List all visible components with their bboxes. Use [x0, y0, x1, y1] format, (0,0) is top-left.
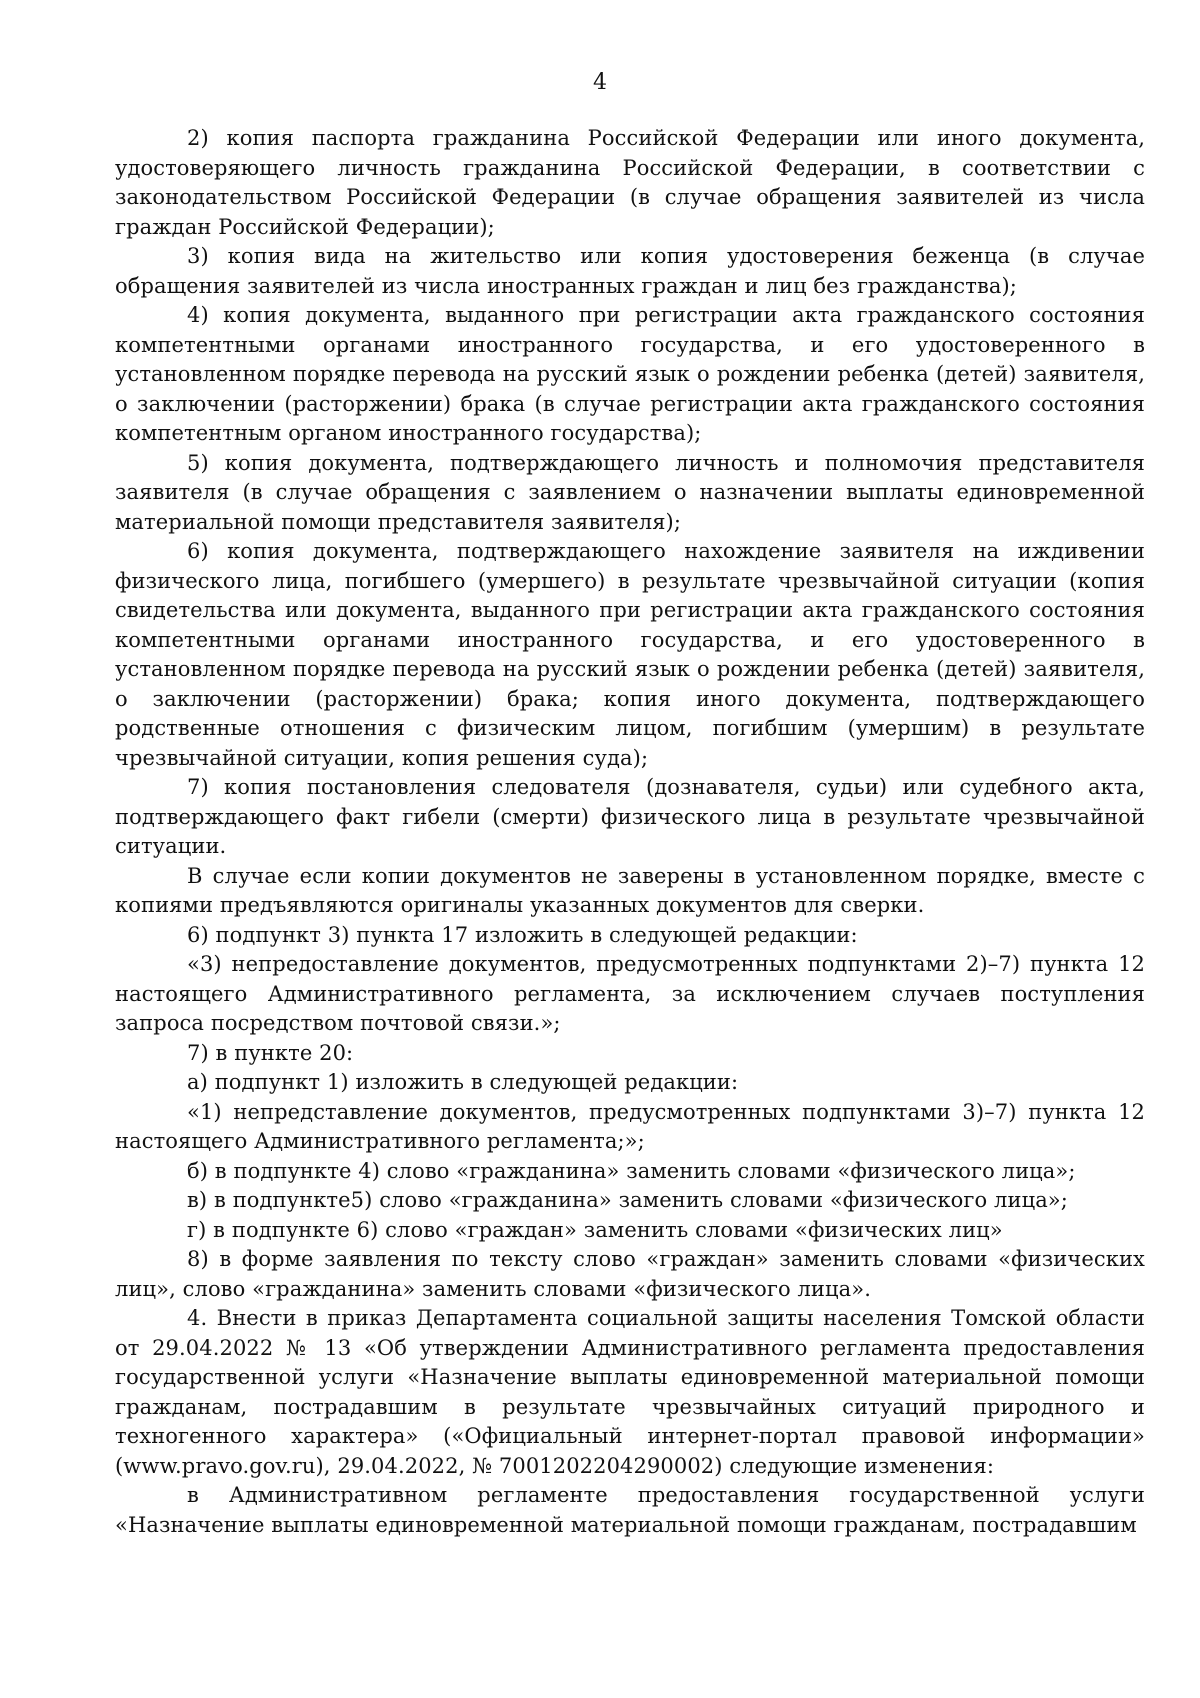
- paragraph: 8) в форме заявления по тексту слово «граждан» заменить словами «физических лиц», слово «гражданина» заменить словами «физического лица».: [115, 1247, 1145, 1301]
- paragraph: «1) непредставление документов, предусмотренных подпунктами 3)–7) пункта 12 настоящего Административного регламента;»;: [115, 1099, 1145, 1153]
- document-body: [115, 124, 1145, 1540]
- paragraph: 3) копия вида на жительство или копия удостоверения беженца (в случае обращения заявителей из числа иностранных граждан и лиц без гражданства);: [115, 244, 1145, 298]
- paragraph: 2) копия паспорта гражданина Российской Федерации или иного документа, удостоверяющего личность гражданина Российской Федерации, в соответствии с законодательством Российской Федерации (в случае обращения заявителей из числа граждан Российской Федерации);: [115, 126, 1145, 239]
- paragraph: 6) копия документа, подтверждающего нахождение заявителя на иждивении физического лица, погибшего (умершего) в результате чрезвычайной ситуации (копия свидетельства или документа, выданного при регистрации акта гражданского состояния компетентными органами иностранного государства, и его удостоверенного в установленном порядке перевода на русский язык о рождении ребенка (детей) заявителя, о заключении (расторжении) брака; копия иного документа, подтверждающего родственные отношения с физическим лицом, погибшим (умершим) в результате чрезвычайной ситуации, копия решения суда);: [115, 539, 1145, 770]
- paragraph: б) в подпункте 4) слово «гражданина» заменить словами «физического лица»;: [187, 1158, 1076, 1183]
- paragraph: 4. Внести в приказ Департамента социальной защиты населения Томской области от 29.04.2022 № 13 «Об утверждении Административного регламента предоставления государственной услуги «Назначение выплаты единовременной материальной помощи гражданам, пострадавшим в результате чрезвычайных ситуаций природного и техногенного характера» («Официальный интернет-портал правовой информации» (www.pravo.gov.ru), 29.04.2022, № 7001202204290002) следующие изменения:: [115, 1306, 1145, 1478]
- paragraph: в) в подпункте5) слово «гражданина» заменить словами «физического лица»;: [187, 1188, 1068, 1212]
- paragraph: 4) копия документа, выданного при регистрации акта гражданского состояния компетентными органами иностранного государства, и его удостоверенного в установленном порядке перевода на русский язык о рождении ребенка (детей) заявителя, о заключении (расторжении) брака (в случае регистрации акта гражданского состояния компетентным органом иностранного государства);: [115, 303, 1145, 445]
- paragraph: В случае если копии документов не заверены в установленном порядке, вместе с копиями предъявляются оригиналы указанных документов для сверки.: [115, 863, 1145, 917]
- paragraph: «3) непредоставление документов, предусмотренных подпунктами 2)–7) пункта 12 настоящего Административного регламента, за исключением случаев поступления запроса посредством почтовой связи.»;: [115, 952, 1145, 1035]
- paragraph: 7) копия постановления следователя (дознавателя, судьи) или судебного акта, подтверждающего факт гибели (смерти) физического лица в результате чрезвычайной ситуации.: [115, 775, 1145, 858]
- paragraph: в Административном регламенте предоставления государственной услуги «Назначение выплаты единовременной материальной помощи гражданам, пострадавшим: [115, 1483, 1145, 1537]
- paragraph: а) подпункт 1) изложить в следующей редакции:: [187, 1070, 739, 1094]
- paragraph: 6) подпункт 3) пункта 17 изложить в следующей редакции:: [187, 922, 858, 947]
- paragraph: 7) в пункте 20:: [187, 1040, 354, 1065]
- paragraph: 5) копия документа, подтверждающего личность и полномочия представителя заявителя (в случае обращения с заявлением о назначении выплаты единовременной материальной помощи представителя заявителя);: [115, 450, 1145, 534]
- page-number: 4: [593, 70, 607, 95]
- paragraph: г) в подпункте 6) слово «граждан» заменить словами «физических лиц»: [187, 1217, 1003, 1242]
